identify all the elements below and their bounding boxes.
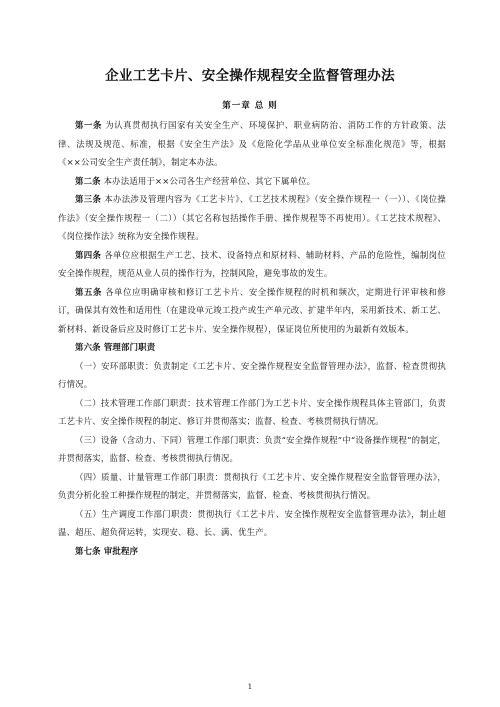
article-label: 第三条 bbox=[75, 194, 102, 204]
article-text: 本办法适用于××公司各生产经营单位、其它下属单位。 bbox=[100, 175, 316, 186]
article-text: 各单位应根据生产工艺、技术、设备特点和原材料、辅助材料、产品的危险性，编制岗位安全操作规程，规范从业人员的操作行为，控制风险，避免事故的发生。 bbox=[58, 249, 446, 278]
article-label: 第二条 bbox=[75, 175, 101, 186]
article-label: 第七条 审批程序 bbox=[75, 545, 139, 556]
page-number: 1 bbox=[247, 683, 253, 691]
article-text: 本办法涉及管理内容为《工艺卡片》、《工艺技术规程》（安全操作规程一（一））、《岗位操作法》（安全操作规程一（二））（其它名称包括操作手册、操作规程等不再使用）。《工艺技术规程》、《岗位操作法》统称为安全操作规程。 bbox=[58, 194, 447, 241]
article-text: （五）生产调度工作部门职责：贯彻执行《工艺卡片、安全操作规程安全监督管理办法》，制止超温、超压、超负荷运转，实现安、稳、长、满、优生产。 bbox=[58, 508, 446, 537]
article-6-item-2 bbox=[58, 394, 446, 431]
article-label: 第六条 管理部门职责 bbox=[75, 342, 156, 352]
article-6-item-5 bbox=[58, 505, 446, 542]
article-label: 第五条 bbox=[75, 286, 102, 297]
article-text: 为认真贯彻执行国家有关安全生产、环境保护、职业病防治、消防工作的方针政策、法律、法规及规范、标准，根据《安全生产法》及《危险化学品从业单位安全标准化规范》等，根据《××公司安全生产责任制》，制定本办法。 bbox=[58, 120, 446, 167]
document-title: 企业工艺卡片、安全操作规程安全监督管理办法 bbox=[105, 68, 395, 84]
document-body bbox=[58, 116, 446, 560]
article-1 bbox=[58, 116, 446, 172]
article-6-heading bbox=[58, 338, 446, 357]
article-text: （一）安环部职责：负责制定《工艺卡片、安全操作规程安全监督管理办法》，监督、检查贯彻执行情况。 bbox=[58, 360, 446, 389]
article-3 bbox=[58, 190, 446, 246]
article-5 bbox=[58, 283, 446, 339]
article-label: 第一条 bbox=[75, 120, 102, 130]
article-2 bbox=[58, 172, 446, 191]
article-text: （三）设备（含动力、下同）管理工作部门职责：负责“安全操作规程”中“设备操作规程”的制定，并贯彻落实，监督、检查、考核贯彻执行情况。 bbox=[58, 434, 446, 463]
article-6-item-3 bbox=[58, 431, 446, 468]
article-4 bbox=[58, 246, 446, 283]
article-7-heading bbox=[58, 542, 446, 561]
article-text: （二）技术管理工作部门职责：技术管理工作部门为工艺卡片、安全操作规程具体主管部门，负责工艺卡片、安全操作规程的制定、修订并贯彻落实；监督、检查、考核贯彻执行情况。 bbox=[58, 397, 446, 426]
chapter-heading: 第一章 总 则 bbox=[222, 101, 278, 111]
article-6-item-4 bbox=[58, 468, 446, 505]
article-label: 第四条 bbox=[75, 249, 102, 260]
article-text: （四）质量、计量管理工作部门职责：贯彻执行《工艺卡片、安全操作规程安全监督管理办法》，负责分析化验工种操作规程的制定，并贯彻落实，监督、检查、考核贯彻执行情况。 bbox=[58, 471, 446, 500]
article-text: 各单位应明确审核和修订工艺卡片、安全操作规程的时机和频次，定期进行评审核和修订，确保其有效性和适用性（在建设单元竣工投产或生产单元改、扩建半年内，采用新技术、新工艺、新材料、新设备后应及时修订工艺卡片、安全操作规程），保证岗位所使用的为最新有效版本。 bbox=[58, 286, 446, 334]
article-6-item-1 bbox=[58, 357, 446, 394]
